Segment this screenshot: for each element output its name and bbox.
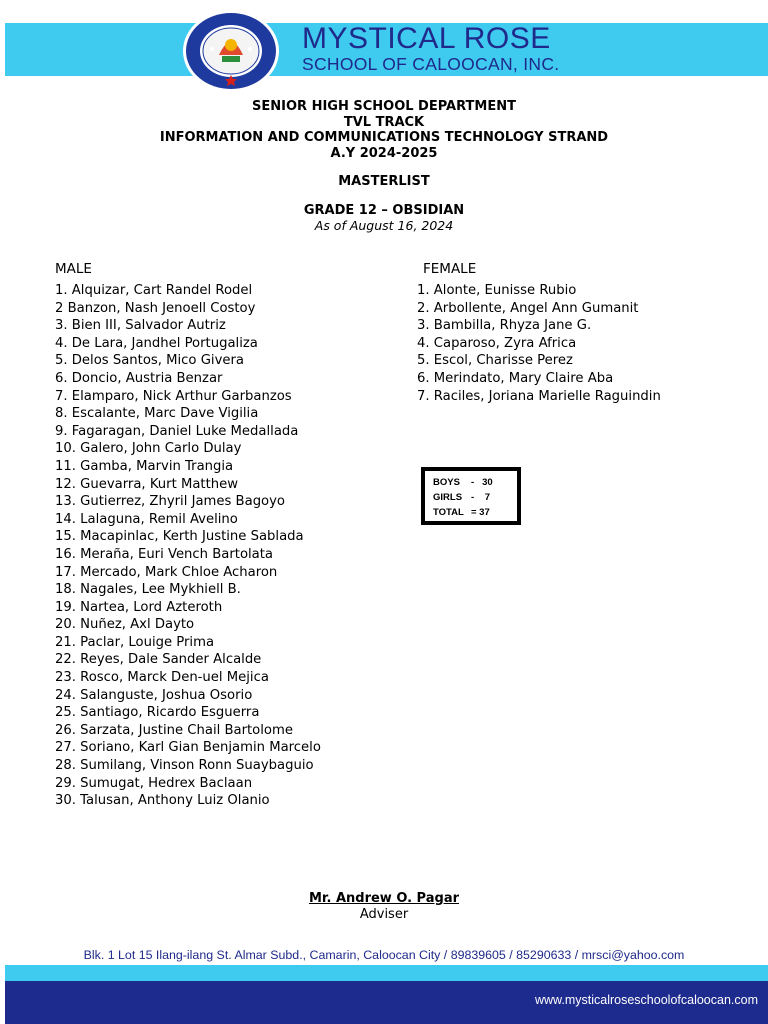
female-student: 1. Alonte, Eunisse Rubio (417, 283, 577, 298)
adviser-signature (0, 891, 768, 922)
male-student: 13. Gutierrez, Zhyril James Bagoyo (55, 494, 286, 510)
strand-title: INFORMATION AND COMMUNICATIONS TECHNOLOGY STRAND (159, 130, 609, 145)
male-student: 6. Doncio, Austria Benzar (55, 370, 223, 386)
footer-band-dark (5, 981, 768, 1024)
male-student: 5. Delos Santos, Mico Givera (55, 353, 244, 369)
male-heading: MALE (55, 261, 92, 277)
adviser-role: Adviser (359, 907, 409, 922)
male-student: 3. Bien III, Salvador Autriz (55, 318, 226, 334)
school-name-line2: SCHOOL OF CALOOCAN, INC. (302, 54, 560, 74)
male-student: 8. Escalante, Marc Dave Vigilia (55, 406, 259, 422)
girls-value: - 7 (471, 492, 491, 503)
male-student: 19. Nartea, Lord Azteroth (55, 599, 223, 615)
female-student: 4. Caparoso, Zyra Africa (417, 335, 577, 351)
male-student: 29. Sumugat, Hedrex Baclaan (55, 775, 253, 791)
school-name-line1: MYSTICAL ROSE (302, 22, 551, 55)
male-student: 10. Galero, John Carlo Dulay (55, 441, 242, 457)
school-address: Blk. 1 Lot 15 Ilang-ilang St. Almar Subd., Camarin, Caloocan City / 89839605 / 85290633 / mrsci@yahoo.com (83, 948, 685, 962)
male-student: 16. Meraña, Euri Vench Bartolata (55, 546, 274, 562)
male-student: 9. Fagaragan, Daniel Luke Medallada (55, 423, 299, 439)
male-student: 25. Santiago, Ricardo Esguerra (55, 705, 260, 721)
male-student: 24. Salanguste, Joshua Osorio (55, 687, 253, 703)
male-student: 22. Reyes, Dale Sander Alcalde (55, 652, 262, 668)
total-value: = 37 (471, 507, 490, 518)
female-student: 2. Arbollente, Angel Ann Gumanit (417, 300, 639, 316)
female-student: 7. Raciles, Joriana Marielle Raguindin (417, 388, 661, 404)
footer-band-light (5, 965, 768, 981)
school-website: www.mysticalroseschoolofcaloocan.com (534, 993, 758, 1007)
male-student: 15. Macapinlac, Kerth Justine Sablada (55, 529, 304, 545)
male-student: 17. Mercado, Mark Chloe Acharon (55, 564, 278, 580)
male-student: 30. Talusan, Anthony Luiz Olanio (55, 793, 270, 809)
female-heading: FEMALE (423, 261, 477, 277)
female-student: 3. Bambilla, Rhyza Jane G. (417, 318, 592, 334)
male-student: 28. Sumilang, Vinson Ronn Suaybaguio (55, 758, 314, 774)
male-student: 1. Alquizar, Cart Randel Rodel (55, 283, 253, 298)
adviser-name: Mr. Andrew O. Pagar (308, 891, 459, 906)
male-student: 11. Gamba, Marvin Trangia (55, 458, 234, 474)
male-student-list (55, 282, 321, 810)
male-student: 4. De Lara, Jandhel Portugaliza (55, 335, 258, 351)
female-student: 6. Merindato, Mary Claire Aba (417, 370, 614, 386)
boys-value: - 30 (471, 477, 493, 488)
male-student: 7. Elamparo, Nick Arthur Garbanzos (55, 388, 292, 404)
total-count (433, 505, 517, 520)
male-student: 20. Nuñez, Axl Dayto (55, 617, 195, 633)
male-student: 23. Rosco, Marck Den-uel Mejica (55, 670, 269, 686)
as-of-date: As of August 16, 2024 (314, 218, 454, 233)
track-title: TVL TRACK (343, 115, 425, 130)
girls-label: GIRLS (433, 492, 463, 503)
academic-year: A.Y 2024-2025 (330, 146, 438, 161)
department-title: SENIOR HIGH SCHOOL DEPARTMENT (252, 99, 516, 114)
boys-count (433, 475, 517, 490)
student-count-box (421, 467, 521, 525)
male-student: 12. Guevarra, Kurt Matthew (55, 476, 239, 492)
male-student: 14. Lalaguna, Remil Avelino (55, 511, 238, 527)
girls-count (433, 490, 517, 505)
male-student: 21. Paclar, Louige Prima (55, 634, 215, 650)
total-label: TOTAL (433, 507, 464, 518)
boys-label: BOYS (433, 477, 460, 488)
female-student-list (417, 282, 661, 405)
male-student: 2 Banzon, Nash Jenoell Costoy (55, 300, 256, 316)
school-seal-icon (182, 9, 280, 93)
document-title: MASTERLIST (338, 174, 430, 189)
female-student: 5. Escol, Charisse Perez (417, 353, 573, 369)
school-name (302, 24, 559, 73)
male-student: 18. Nagales, Lee Mykhiell B. (55, 582, 241, 598)
section-title: GRADE 12 – OBSIDIAN (303, 203, 465, 218)
male-student: 26. Sarzata, Justine Chail Bartolome (55, 722, 293, 738)
male-student: 27. Soriano, Karl Gian Benjamin Marcelo (55, 740, 321, 756)
